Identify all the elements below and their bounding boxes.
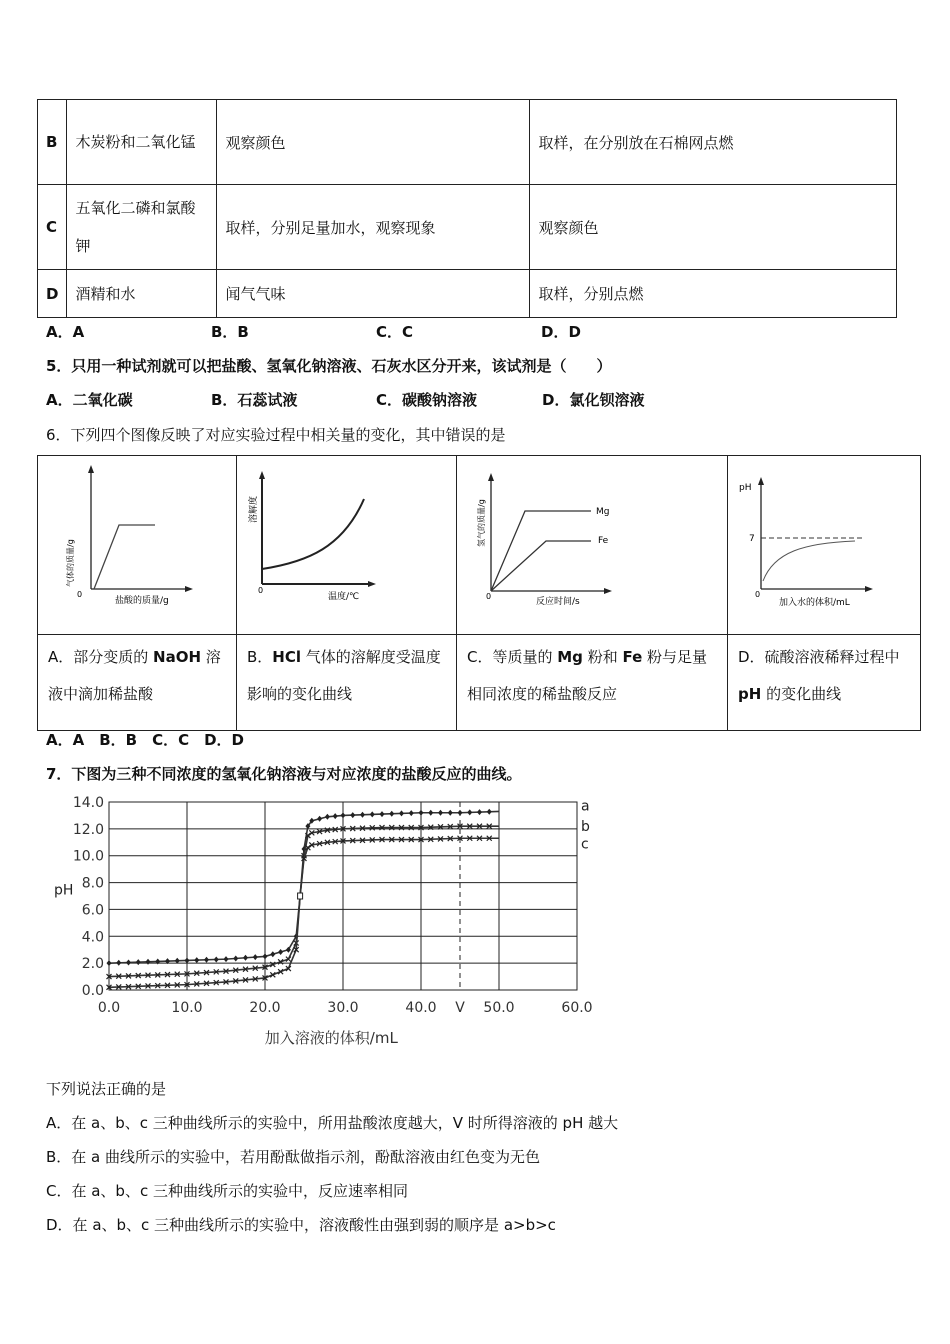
graph-a-cell xyxy=(38,456,237,635)
q5-options xyxy=(46,389,644,410)
row-substances: 五氧化二磷和氯酸钾 xyxy=(67,185,217,270)
data-point-a xyxy=(428,810,433,816)
row-method-2: 取样，在分别放在石棉网点燃 xyxy=(530,100,897,185)
option-b[interactable]: B．B xyxy=(211,323,249,341)
y-tick-label: 0.0 xyxy=(81,983,104,999)
q7-question: 7．下图为三种不同浓度的氢氧化钠溶液与对应浓度的盐酸反应的曲线。 xyxy=(46,765,522,783)
x-tick-label: 30.0 xyxy=(327,1000,359,1016)
data-point-a xyxy=(194,957,199,963)
series-label-b: b xyxy=(581,819,590,836)
x-tick-label: 40.0 xyxy=(405,1000,437,1016)
x-tick-label: 10.0 xyxy=(171,1000,203,1016)
series-label-a: a xyxy=(581,798,590,815)
data-point-a xyxy=(136,959,141,965)
option-c[interactable]: C．C xyxy=(376,323,414,341)
data-point-a xyxy=(448,810,453,816)
data-point-a xyxy=(270,951,275,957)
x-tick-label: V xyxy=(455,1000,465,1016)
data-point-a xyxy=(146,959,151,965)
x-tick-label: 20.0 xyxy=(249,1000,281,1016)
series-line-c xyxy=(109,838,499,987)
graph-b-origin: 0 xyxy=(258,586,264,595)
data-point-a xyxy=(341,812,346,818)
q7-prompt: 下列说法正确的是 xyxy=(46,1080,167,1098)
option-a[interactable]: A．二氧化碳 xyxy=(46,391,133,409)
table-row xyxy=(38,270,897,318)
q5-question: 5．只用一种试剂就可以把盐酸、氢氧化钠溶液、石灰水区分开来，该试剂是（ ） xyxy=(46,357,612,375)
row-letter: B xyxy=(38,100,67,185)
row-method-2: 取样，分别点燃 xyxy=(530,270,897,318)
data-point-a xyxy=(333,813,338,819)
graph-c-origin: 0 xyxy=(486,592,492,601)
option-c[interactable]: C．碳酸钠溶液 xyxy=(376,391,478,409)
x-tick-label: 0.0 xyxy=(97,1000,121,1016)
data-point-a xyxy=(409,810,414,816)
data-point-a xyxy=(126,959,131,965)
row-substances: 酒精和水 xyxy=(67,270,217,318)
y-tick-label: 14.0 xyxy=(72,795,104,811)
row-method-2: 观察颜色 xyxy=(530,185,897,270)
graphs-table xyxy=(37,455,921,731)
data-point-a xyxy=(214,956,219,962)
graph-b-cell xyxy=(237,456,457,635)
data-point-a xyxy=(477,809,482,815)
y-axis-label: pH xyxy=(54,882,74,899)
x-tick-label: 50.0 xyxy=(483,1000,515,1016)
data-point-a xyxy=(389,811,394,817)
row-method-1: 观察颜色 xyxy=(217,100,530,185)
row-letter: D xyxy=(38,270,67,318)
x-axis-label: 加入溶液的体积/mL xyxy=(264,1029,398,1047)
data-point-a xyxy=(116,960,121,966)
row-method-1: 取样，分别足量加水，观察现象 xyxy=(217,185,530,270)
comparison-table xyxy=(37,99,897,318)
graph-c-label-mg: Mg xyxy=(596,507,610,517)
graph-a-xlabel: 盐酸的质量/g xyxy=(115,596,169,606)
series-label-c: c xyxy=(581,836,589,853)
q7-option-d[interactable]: D．在 a、b、c 三种曲线所示的实验中，溶液酸性由强到弱的顺序是 a>b>c xyxy=(46,1216,556,1234)
caption-d: D．硫酸溶液稀释过程中 pH 的变化曲线 xyxy=(728,635,921,731)
graph-d-ylabel: pH xyxy=(739,483,752,493)
graph-c-cell xyxy=(457,456,728,635)
data-point-a xyxy=(380,811,385,817)
graph-c-ylabel: 氢气的质量/g xyxy=(477,499,486,547)
data-point-a xyxy=(399,810,404,816)
data-point-a xyxy=(263,953,268,959)
table-row xyxy=(38,185,897,270)
q7-option-c[interactable]: C．在 a、b、c 三种曲线所示的实验中，反应速率相同 xyxy=(46,1182,408,1200)
data-point-a xyxy=(419,810,424,816)
option-b[interactable]: B．石蕊试液 xyxy=(211,391,298,409)
graph-c-label-fe: Fe xyxy=(598,536,609,546)
data-point-a xyxy=(107,960,112,966)
graph-d-xlabel: 加入水的体积/mL xyxy=(779,598,850,608)
data-point-a xyxy=(438,810,443,816)
option-d[interactable]: D．D xyxy=(541,323,581,341)
graph-c-xlabel: 反应时间/s xyxy=(536,597,580,607)
q6-question: 6．下列四个图像反映了对应实验过程中相关量的变化，其中错误的是 xyxy=(46,426,506,444)
y-tick-label: 10.0 xyxy=(72,848,104,865)
row-substances: 木炭粉和二氧化锰 xyxy=(67,100,217,185)
q6-options[interactable]: A．A B．B C．C D．D xyxy=(46,731,245,749)
data-point-a xyxy=(317,816,322,822)
data-point-a xyxy=(185,957,190,963)
data-point-a xyxy=(204,957,209,963)
graph-d-origin: 0 xyxy=(755,590,761,599)
x-tick-label: 60.0 xyxy=(561,1000,593,1016)
q7-option-a[interactable]: A．在 a、b、c 三种曲线所示的实验中，所用盐酸浓度越大，V 时所得溶液的 pH 越大 xyxy=(46,1114,619,1132)
series-line-a xyxy=(109,811,499,963)
equivalence-point xyxy=(298,893,303,899)
caption-b: B．HCl 气体的溶解度受温度影响的变化曲线 xyxy=(237,635,457,731)
option-a[interactable]: A．A xyxy=(46,323,85,341)
data-point-a xyxy=(243,955,248,961)
graph-b-xlabel: 温度/℃ xyxy=(328,592,360,602)
caption-c: C．等质量的 Mg 粉和 Fe 粉与足量相同浓度的稀盐酸反应 xyxy=(457,635,728,731)
data-point-a xyxy=(253,954,258,960)
option-d[interactable]: D．氯化钡溶液 xyxy=(542,391,645,409)
data-point-a xyxy=(278,949,283,955)
graph-d xyxy=(729,457,919,629)
q7-option-b[interactable]: B．在 a 曲线所示的实验中，若用酚酞做指示剂，酚酞溶液由红色变为无色 xyxy=(46,1148,541,1166)
caption-a: A．部分变质的 NaOH 溶液中滴加稀盐酸 xyxy=(38,635,237,731)
data-point-a xyxy=(350,812,355,818)
data-point-a xyxy=(360,812,365,818)
y-tick-label: 2.0 xyxy=(81,956,104,973)
graph-d-cell xyxy=(728,456,921,635)
data-point-a xyxy=(370,811,375,817)
data-point-a xyxy=(325,814,330,820)
graph-d-ref: 7 xyxy=(749,534,755,544)
graph-a-origin: 0 xyxy=(77,590,83,599)
graph-a xyxy=(39,457,235,629)
graph-b xyxy=(238,457,455,629)
data-point-a xyxy=(458,810,463,816)
row-letter: C xyxy=(38,185,67,270)
y-tick-label: 6.0 xyxy=(81,902,104,919)
data-point-a xyxy=(467,809,472,815)
graph-b-ylabel: 溶解度 xyxy=(249,495,259,523)
data-point-a xyxy=(233,955,238,961)
y-tick-label: 12.0 xyxy=(72,821,104,838)
graph-c xyxy=(458,457,726,629)
data-point-a xyxy=(487,809,492,815)
q4-options xyxy=(46,321,581,342)
y-tick-label: 4.0 xyxy=(81,929,104,946)
row-method-1: 闻气气味 xyxy=(217,270,530,318)
data-point-a xyxy=(224,956,229,962)
ph-titration-chart xyxy=(40,790,620,1052)
graph-a-ylabel: 气体的质量/g xyxy=(66,539,75,587)
table-row xyxy=(38,100,897,185)
y-tick-label: 8.0 xyxy=(81,875,104,892)
